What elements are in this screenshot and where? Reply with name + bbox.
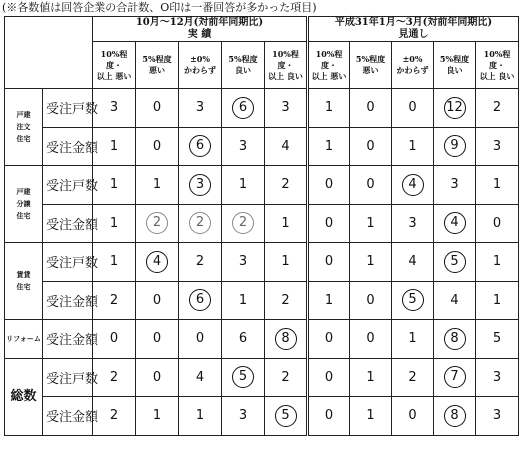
row-label: 受注金額	[43, 281, 93, 320]
value-cell: 0	[308, 243, 350, 282]
value-cell: 0	[136, 358, 179, 397]
row-label: 受注戸数	[43, 358, 93, 397]
value-cell: 1	[265, 243, 308, 282]
value-cell	[265, 320, 308, 359]
table-row	[5, 204, 519, 243]
column-header: 10%程度・ 以上 悪い	[93, 42, 136, 89]
value-cell	[265, 397, 308, 436]
value-cell: 1	[308, 281, 350, 320]
column-header: 10%程度・ 以上 良い	[265, 42, 308, 89]
value-cell: 0	[308, 397, 350, 436]
value-cell: 2	[392, 358, 434, 397]
value-cell: 3	[476, 127, 519, 166]
value-cell	[434, 127, 476, 166]
value-cell: 1	[179, 397, 222, 436]
row-label: 受注金額	[43, 320, 93, 359]
value-cell: 1	[476, 281, 519, 320]
value-cell: 1	[93, 243, 136, 282]
column-header: ±0% かわらず	[179, 42, 222, 89]
value-cell: 3	[392, 204, 434, 243]
row-category: 戸建 注文 住宅	[5, 89, 43, 166]
value-cell: 0	[350, 281, 392, 320]
value-cell: 2	[179, 243, 222, 282]
value-cell: 0	[350, 320, 392, 359]
highlight-circle: 8	[275, 328, 297, 350]
highlight-circle: 9	[444, 135, 466, 157]
highlight-circle: 5	[402, 289, 424, 311]
column-header: 5%程度 悪い	[136, 42, 179, 89]
header-forecast-group: 平成31年1月～3月(対前年同期比) 見通し	[308, 17, 519, 42]
value-cell: 0	[350, 127, 392, 166]
value-cell: 1	[476, 243, 519, 282]
value-cell: 0	[136, 281, 179, 320]
note-text: (※各数値は回答企業の合計数、O印は一番回答が多かった項目)	[2, 1, 317, 14]
value-cell: 3	[179, 89, 222, 128]
highlight-circle: 8	[444, 328, 466, 350]
value-cell: 1	[93, 166, 136, 205]
value-cell: 4	[434, 281, 476, 320]
value-cell: 0	[350, 166, 392, 205]
value-cell: 0	[308, 204, 350, 243]
highlight-circle: 6	[189, 289, 211, 311]
value-cell: 1	[476, 166, 519, 205]
value-cell: 3	[476, 397, 519, 436]
row-label: 受注金額	[43, 397, 93, 436]
value-cell: 1	[136, 397, 179, 436]
highlight-circle: 4	[402, 174, 424, 196]
value-cell: 1	[308, 89, 350, 128]
value-cell: 0	[136, 89, 179, 128]
row-label: 受注戸数	[43, 166, 93, 205]
table-row	[5, 358, 519, 397]
value-cell: 3	[222, 127, 265, 166]
highlight-circle: 5	[275, 405, 297, 427]
table-row	[5, 320, 519, 359]
value-cell: 0	[392, 397, 434, 436]
value-cell: 4	[265, 127, 308, 166]
column-header: 5%程度 良い	[434, 42, 476, 89]
value-cell	[434, 320, 476, 359]
value-cell: 1	[93, 127, 136, 166]
value-cell: 1	[350, 397, 392, 436]
column-header: 5%程度 悪い	[350, 42, 392, 89]
value-cell: 0	[93, 320, 136, 359]
highlight-circle: 12	[444, 97, 466, 119]
value-cell: 1	[222, 166, 265, 205]
value-cell: 0	[179, 320, 222, 359]
survey-table	[4, 16, 519, 436]
highlight-circle: 5	[232, 366, 254, 388]
value-cell: 1	[392, 127, 434, 166]
value-cell: 2	[265, 166, 308, 205]
value-cell	[434, 204, 476, 243]
highlight-circle: 2	[189, 212, 211, 234]
value-cell: 2	[93, 397, 136, 436]
value-cell	[434, 243, 476, 282]
value-cell	[179, 127, 222, 166]
value-cell: 0	[308, 358, 350, 397]
column-header: 5%程度 良い	[222, 42, 265, 89]
table-row	[5, 127, 519, 166]
value-cell	[434, 89, 476, 128]
row-label: 受注戸数	[43, 89, 93, 128]
table-row	[5, 89, 519, 128]
value-cell: 1	[93, 204, 136, 243]
value-cell	[179, 166, 222, 205]
value-cell: 5	[476, 320, 519, 359]
value-cell: 1	[222, 281, 265, 320]
value-cell: 0	[308, 320, 350, 359]
highlight-circle: 6	[232, 97, 254, 119]
header-corner	[5, 17, 93, 89]
value-cell: 6	[222, 320, 265, 359]
value-cell: 1	[350, 358, 392, 397]
table-row	[5, 243, 519, 282]
value-cell: 1	[308, 127, 350, 166]
value-cell: 0	[392, 89, 434, 128]
column-header: 10%程度・ 以上 良い	[476, 42, 519, 89]
value-cell: 2	[476, 89, 519, 128]
value-cell: 1	[350, 243, 392, 282]
table-row	[5, 166, 519, 205]
highlight-circle: 2	[232, 212, 254, 234]
value-cell: 2	[265, 358, 308, 397]
value-cell: 1	[350, 204, 392, 243]
value-cell: 0	[136, 320, 179, 359]
value-cell	[222, 89, 265, 128]
value-cell: 0	[136, 127, 179, 166]
value-cell	[222, 204, 265, 243]
row-label: 受注金額	[43, 204, 93, 243]
value-cell: 2	[93, 358, 136, 397]
row-category: 賃貸 住宅	[5, 243, 43, 320]
row-category: 総数	[5, 358, 43, 435]
table-row	[5, 397, 519, 436]
value-cell: 1	[392, 320, 434, 359]
value-cell	[222, 358, 265, 397]
value-cell	[179, 204, 222, 243]
column-header: 10%程度・ 以上 悪い	[308, 42, 350, 89]
value-cell	[136, 204, 179, 243]
value-cell	[434, 397, 476, 436]
value-cell: 0	[476, 204, 519, 243]
value-cell: 1	[136, 166, 179, 205]
value-cell: 3	[476, 358, 519, 397]
value-cell: 3	[265, 89, 308, 128]
header-actual-group: 10月～12月(対前年同期比) 実 績	[93, 17, 308, 42]
value-cell: 4	[179, 358, 222, 397]
table-row	[5, 281, 519, 320]
highlight-circle: 6	[189, 135, 211, 157]
value-cell	[434, 358, 476, 397]
value-cell	[392, 166, 434, 205]
value-cell: 1	[265, 204, 308, 243]
highlight-circle: 2	[146, 212, 168, 234]
value-cell: 3	[93, 89, 136, 128]
value-cell	[136, 243, 179, 282]
highlight-circle: 8	[444, 405, 466, 427]
value-cell: 0	[308, 166, 350, 205]
value-cell: 0	[350, 89, 392, 128]
highlight-circle: 4	[146, 251, 168, 273]
value-cell: 2	[265, 281, 308, 320]
highlight-circle: 3	[189, 174, 211, 196]
highlight-circle: 7	[444, 366, 466, 388]
value-cell: 2	[93, 281, 136, 320]
value-cell: 3	[222, 397, 265, 436]
value-cell: 3	[434, 166, 476, 205]
value-cell	[179, 281, 222, 320]
row-label: 受注戸数	[43, 243, 93, 282]
highlight-circle: 5	[444, 251, 466, 273]
value-cell	[392, 281, 434, 320]
highlight-circle: 4	[444, 212, 466, 234]
row-category: 戸建 分譲 住宅	[5, 166, 43, 243]
row-label: 受注金額	[43, 127, 93, 166]
column-header: ±0% かわらず	[392, 42, 434, 89]
value-cell: 4	[392, 243, 434, 282]
value-cell: 3	[222, 243, 265, 282]
row-category: リフォーム	[5, 320, 43, 359]
